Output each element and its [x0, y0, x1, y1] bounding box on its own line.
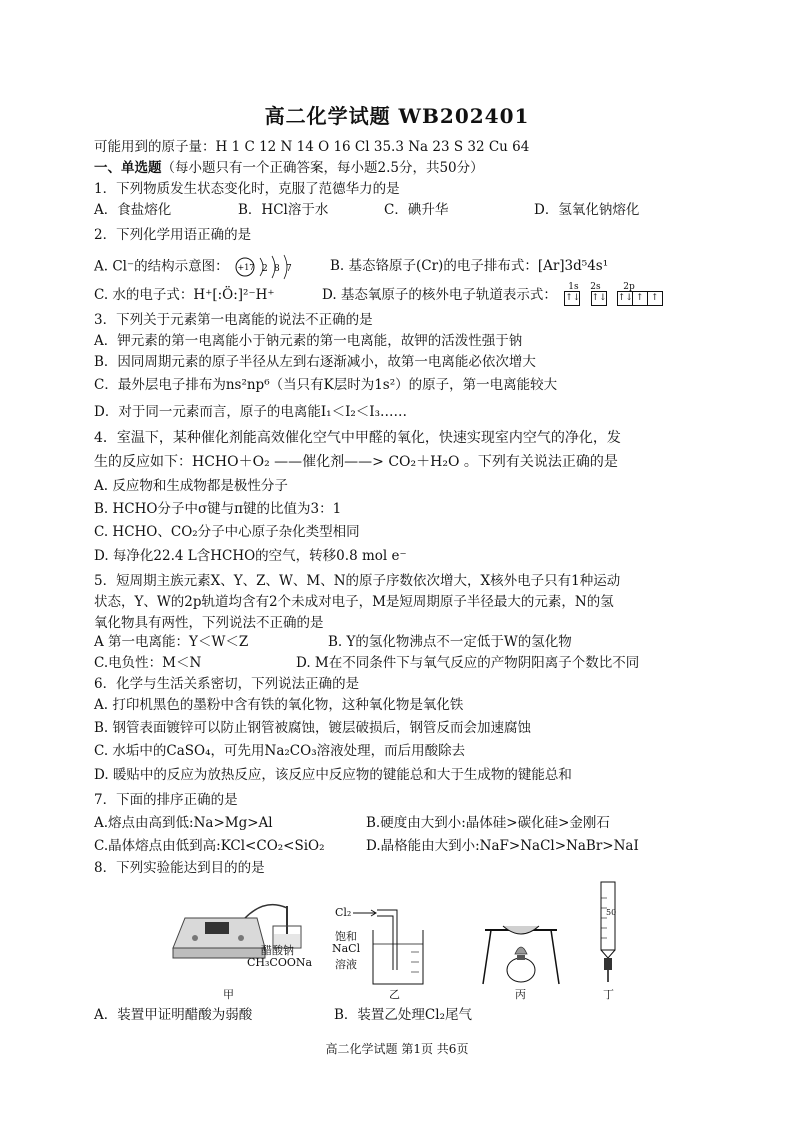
page-title: 高二化学试题 WB202401: [264, 104, 530, 128]
q5-option-b: B. Y的氢化物沸点不一定低于W的氢化物: [328, 634, 572, 650]
q7-option-b: B.硬度由大到小:晶体硅>碳化硅>金刚石: [366, 815, 610, 831]
q1-stem: 1．下列物质发生状态变化时，克服了范德华力的是: [94, 181, 400, 197]
orbital-box-2p-3: ↑: [647, 291, 663, 306]
q3-option-a: A．钾元素的第一电离能小于钠元素的第一电离能，故钾的活泼性强于钠: [94, 333, 523, 349]
figure-label-yi: 乙: [389, 988, 400, 1001]
q7-option-a: A.熔点由高到低:Na>Mg>Al: [94, 815, 273, 831]
yi-solution-line1: 饱和: [335, 930, 357, 943]
orbital-label-1s: 1s: [568, 282, 579, 292]
q2-option-a-row: [94, 254, 301, 280]
q6-option-c: C. 水垢中的CaSO₄，可先用Na₂CO₃溶液处理，而后用酸除去: [94, 743, 466, 759]
q4-option-a: A. 反应物和生成物都是极性分子: [94, 478, 288, 494]
q8-option-a: A．装置甲证明醋酸为弱酸: [94, 1007, 253, 1023]
q2-option-c: C. 水的电子式：H⁺[:Ö:]²⁻H⁺: [94, 287, 275, 303]
q4-stem-line2: 生的反应如下：HCHO＋O₂ ——催化剂——> CO₂＋H₂O 。下列有关说法正确的是: [94, 454, 618, 470]
yi-gas-label: Cl₂: [335, 906, 352, 919]
jia-solution-name: 醋酸钠: [261, 944, 294, 957]
q5-stem-line3: 氧化物具有两性，下列说法不正确的是: [94, 615, 324, 631]
chloride-structure-diagram: [233, 254, 301, 280]
q2-option-d-row: [322, 282, 663, 305]
q5-option-a: A 第一电离能：Y＜W＜Z: [94, 634, 249, 650]
svg-text:7: 7: [285, 264, 292, 274]
orbital-box-2p-2: ↑: [632, 291, 648, 306]
q4-option-d: D. 每净化22.4 L含HCHO的空气，转移0.8 mol e⁻: [94, 548, 407, 564]
oxygen-orbital-diagram: [565, 282, 663, 308]
q2-option-a: A. Cl⁻的结构示意图：: [94, 258, 229, 275]
svg-text:8: 8: [273, 264, 280, 274]
q5-option-d: D. M在不同条件下与氧气反应的产物阴阳离子个数比不同: [296, 655, 640, 671]
figure-label-bing: 丙: [515, 988, 526, 1001]
q1-option-b: B．HCl溶于水: [238, 202, 329, 218]
q6-stem: 6．化学与生活关系密切，下列说法正确的是: [94, 676, 360, 692]
orbital-box-2s: ↑↓: [591, 291, 607, 306]
apparatus-jia: [165, 878, 305, 988]
q4-option-c: C. HCHO、CO₂分子中心原子杂化类型相同: [94, 524, 360, 540]
q7-stem: 7．下面的排序正确的是: [94, 792, 238, 808]
section-note: （每小题只有一个正确答案，每小题2.5分，共50分）: [161, 160, 484, 176]
page-footer: 高二化学试题 第1页 共6页: [325, 1042, 469, 1056]
yi-solution-line2: NaCl: [332, 942, 361, 955]
yi-solution-line3: 溶液: [335, 958, 357, 971]
q7-option-d: D.晶格能由大到小:NaF>NaCl>NaBr>NaI: [366, 838, 639, 854]
q1-option-c: C．碘升华: [384, 202, 449, 218]
apparatus-ding: [589, 878, 629, 988]
orbital-label-2s: 2s: [590, 282, 601, 292]
jia-solution-formula: CH₃COONa: [247, 956, 313, 969]
apparatus-bing: [477, 900, 567, 1000]
orbital-box-2p-1: ↑↓: [617, 291, 633, 306]
q3-stem: 3．下列关于元素第一电离能的说法不正确的是: [94, 312, 373, 328]
orbital-label-2p: 2p: [623, 282, 635, 292]
q1-option-a: A．食盐熔化: [94, 202, 172, 218]
q4-stem-line1: 4．室温下，某种催化剂能高效催化空气中甲醛的氧化，快速实现室内空气的净化，发: [94, 430, 621, 446]
q8-stem: 8．下列实验能达到目的的是: [94, 860, 265, 876]
q5-option-c: C.电负性：M＜N: [94, 655, 202, 671]
q4-option-b: B. HCHO分子中σ键与π键的比值为3：1: [94, 501, 342, 517]
q8-option-b: B．装置乙处理Cl₂尾气: [334, 1007, 472, 1023]
figure-label-jia: 甲: [223, 988, 234, 1001]
q3-option-c: C．最外层电子排布为ns²np⁶（当只有K层时为1s²）的原子，第一电离能较大: [94, 377, 558, 393]
atomic-masses: 可能用到的原子量：H 1 C 12 N 14 O 16 Cl 35.3 Na 23 S 32 Cu 64: [94, 139, 530, 155]
section-title: 一、单选题: [94, 160, 162, 176]
q5-stem-line2: 状态，Y、W的2p轨道均含有2个未成对电子，M是短周期原子半径最大的元素，N的氢: [94, 594, 614, 610]
q3-option-b: B．因同周期元素的原子半径从左到右逐渐减小，故第一电离能必依次增大: [94, 354, 536, 370]
q2-stem: 2．下列化学用语正确的是: [94, 227, 252, 243]
svg-text:+17: +17: [237, 263, 255, 272]
figure-label-ding: 丁: [603, 988, 614, 1001]
svg-text:2: 2: [261, 264, 268, 274]
q8-apparatus-figure: [165, 878, 685, 1001]
apparatus-yi: [353, 900, 443, 1000]
q6-option-b: B. 钢管表面镀锌可以防止钢管被腐蚀，镀层破损后，钢管反而会加速腐蚀: [94, 720, 532, 736]
q7-option-c: C.晶体熔点由低到高:KCl<CO₂<SiO₂: [94, 838, 325, 854]
orbital-box-1s: ↑↓: [564, 291, 580, 306]
q5-stem-line1: 5．短周期主族元素X、Y、Z、W、M、N的原子序数依次增大，X核外电子只有1种运动: [94, 573, 621, 589]
q2-option-b: B. 基态铬原子(Cr)的电子排布式：[Ar]3d⁵4s¹: [330, 258, 609, 274]
q1-option-d: D．氢氧化钠熔化: [534, 202, 640, 218]
q3-option-d: D．对于同一元素而言，原子的电离能I₁＜I₂＜I₃……: [94, 404, 408, 420]
ding-scale-mark: 50: [606, 908, 617, 917]
q2-option-d: D. 基态氧原子的核外电子轨道表示式：: [322, 287, 557, 303]
section-heading: [94, 158, 484, 178]
q6-option-a: A. 打印机黑色的墨粉中含有铁的氧化物，这种氧化物是氧化铁: [94, 697, 464, 713]
q6-option-d: D. 暖贴中的反应为放热反应，该反应中反应物的键能总和大于生成物的键能总和: [94, 767, 572, 783]
